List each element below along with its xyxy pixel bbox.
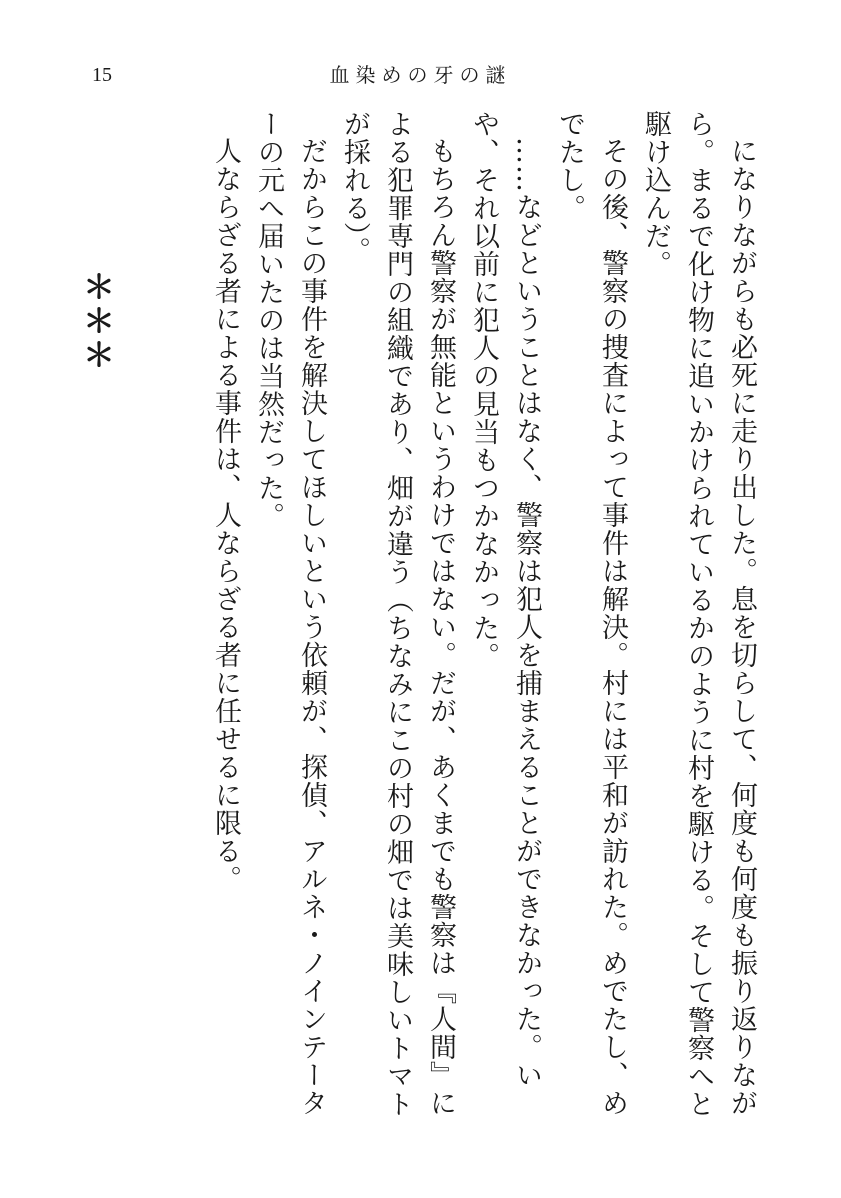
paragraph: もちろん警察が無能というわけではない。だが、あくまでも警察は『人間』による犯罪専門の組織であり、畑が違う（ちなみにこの村の畑では美味しいトマトが採れる）。 <box>339 110 456 1118</box>
paragraph: ……などということはなく、警察は犯人を捕まえることができなかった。いや、それ以前に犯人の見当もつかなかった。 <box>468 110 542 1089</box>
paragraph: 人ならざる者による事件は、人ならざる者に任せるに限る。 <box>210 137 241 893</box>
scene-break: ＊＊＊ <box>78 270 116 372</box>
page-number: 15 <box>92 64 112 86</box>
paragraph: だからこの事件を解決してほしいという依頼が、探偵、アルネ・ノインテーターの元へ届いたのは当然だった。 <box>253 110 327 1117</box>
running-title: 血染めの牙の謎 <box>329 63 512 87</box>
paragraph: その後、警察の捜査によって事件は解決。村には平和が訪れた。めでたし、めでたし。 <box>554 110 628 1117</box>
vertical-text-body <box>63 110 763 1130</box>
paragraph: になりながらも必死に走り出した。息を切らして、何度も何度も振り返りながら。まるで化け物に追いかけられているかのように村を駆ける。そして警察へと駆け込んだ。 <box>640 110 757 1118</box>
blank-line <box>0 110 75 1130</box>
blank-line <box>118 110 204 1130</box>
